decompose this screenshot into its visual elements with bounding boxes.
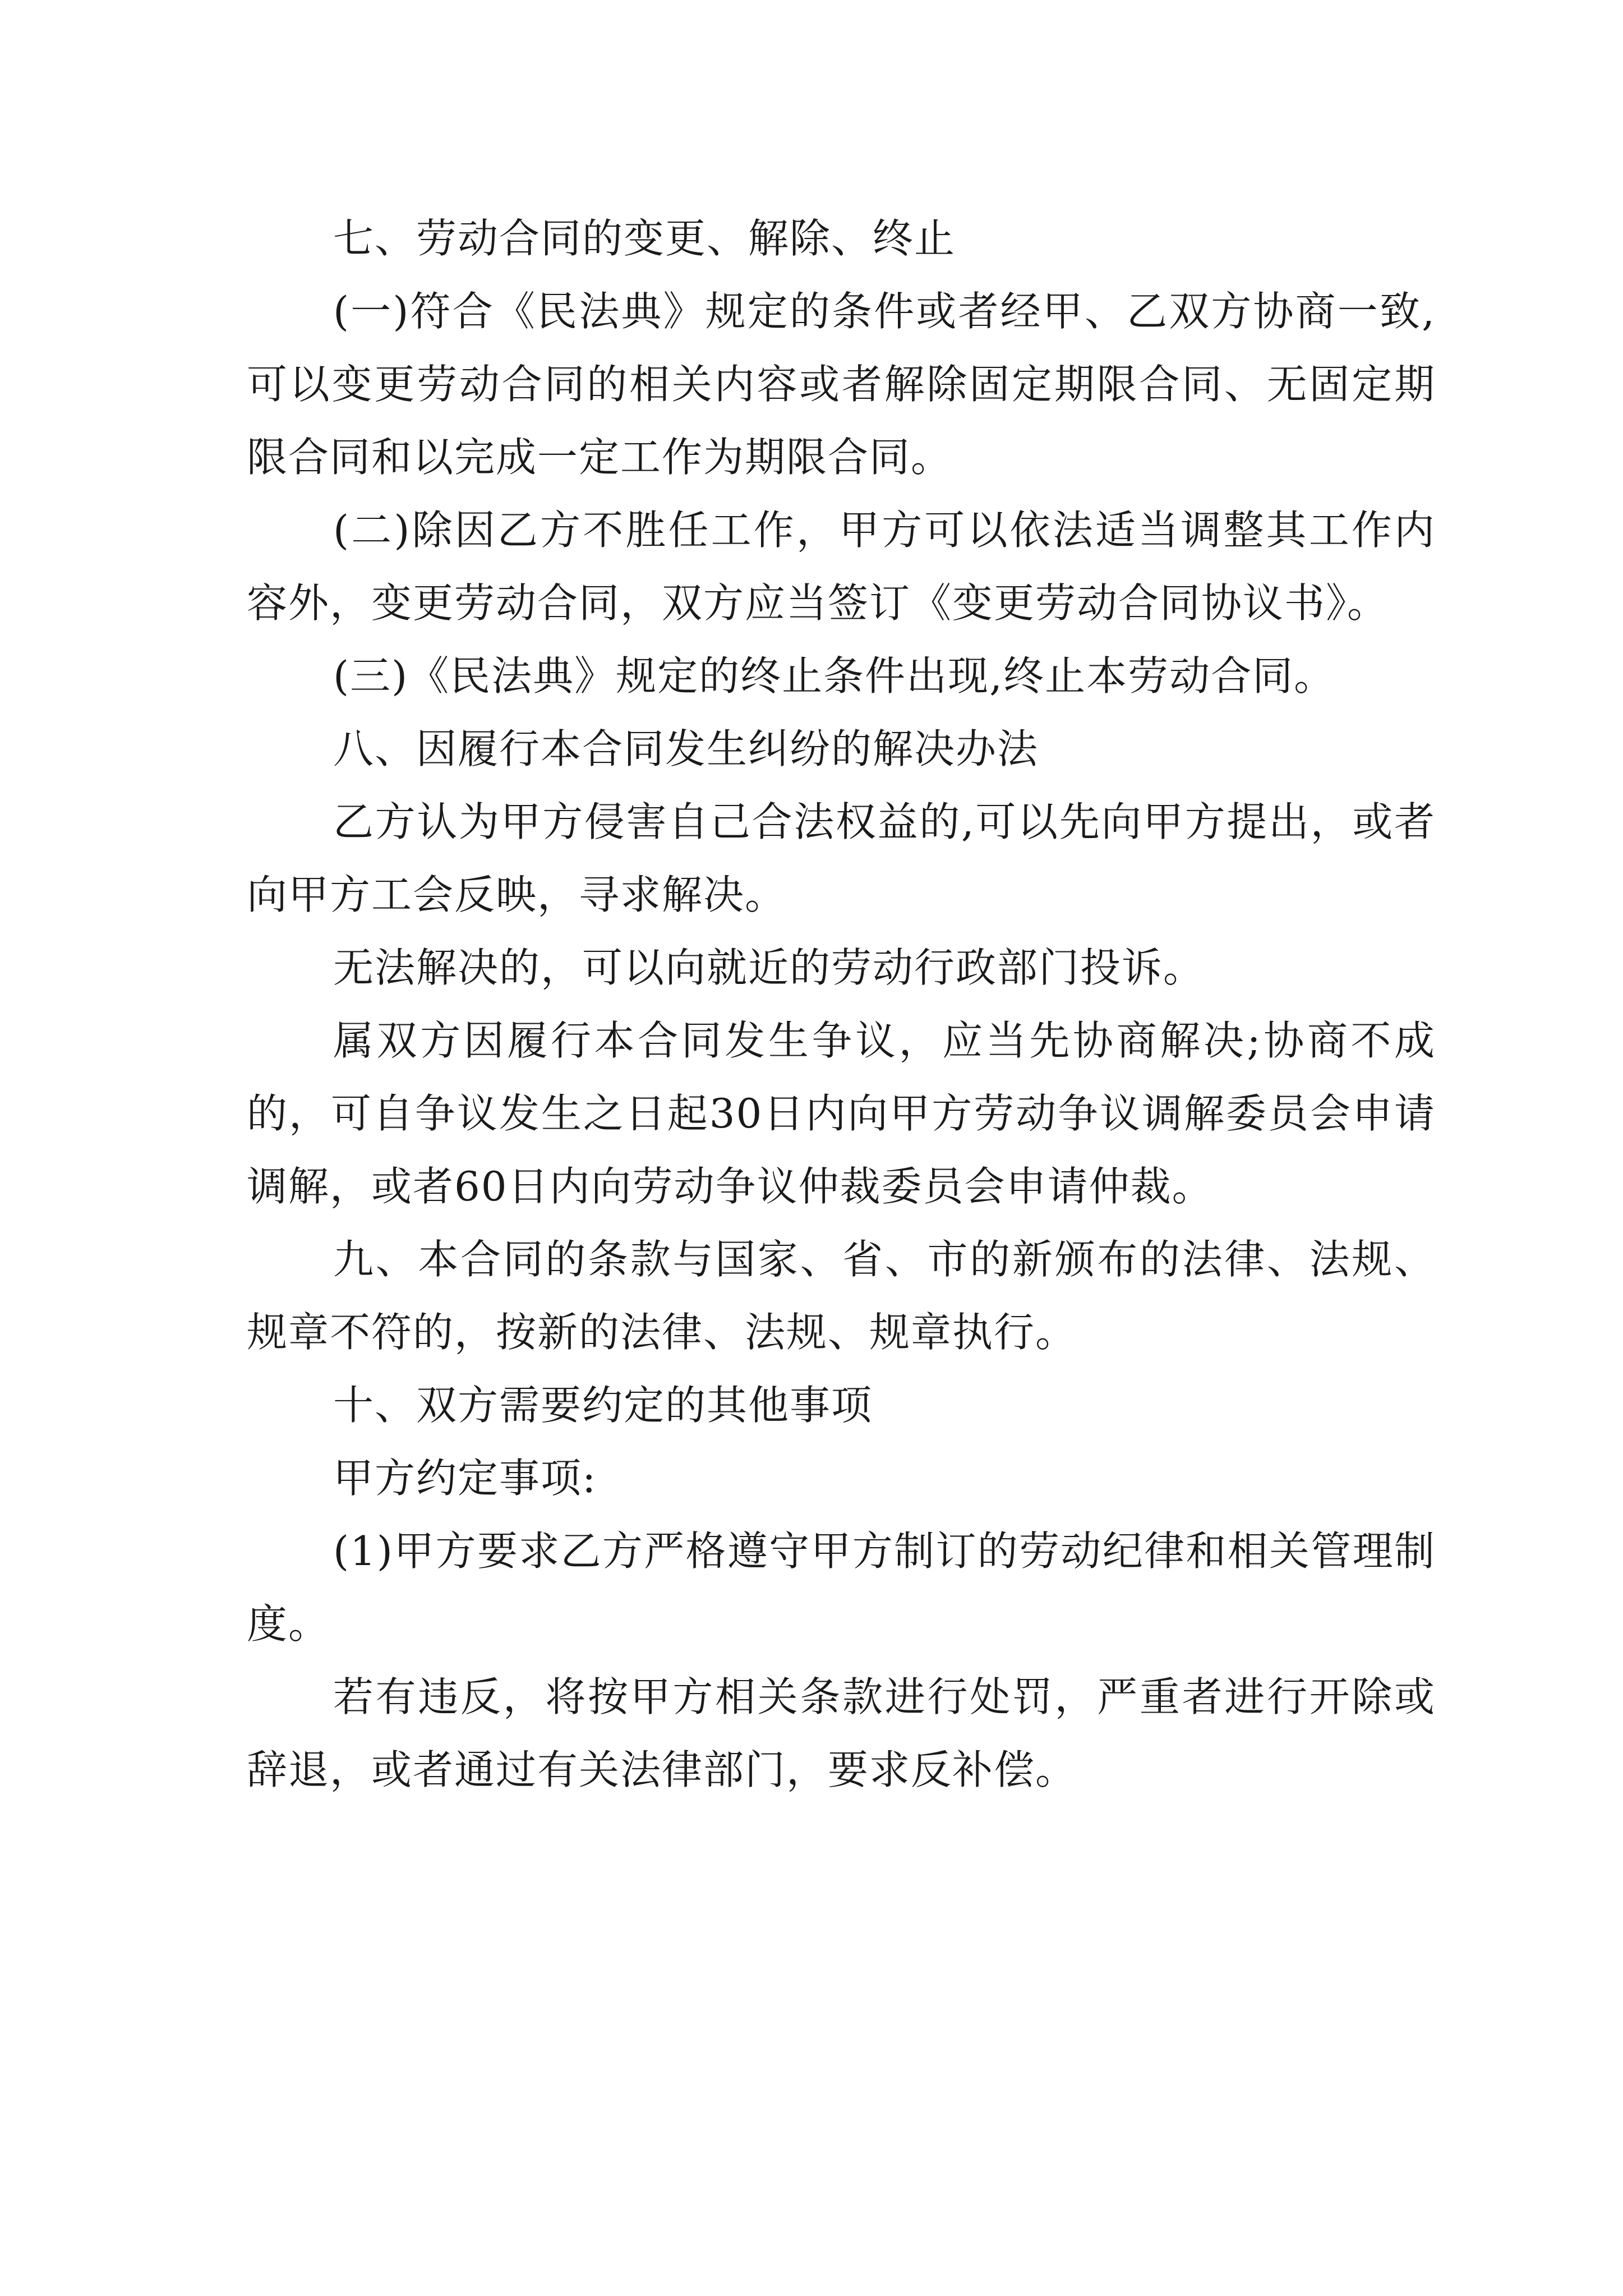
- section-heading-9: 九、本合同的条款与国家、省、市的新颁布的法律、法规、规章不符的，按新的法律、法规、规章执行。: [247, 1236, 1436, 1356]
- paragraph-8-1: 乙方认为甲方侵害自己合法权益的,可以先向甲方提出，或者向甲方工会反映，寻求解决。: [247, 798, 1436, 918]
- paragraph-8-2: 无法解决的，可以向就近的劳动行政部门投诉。: [333, 944, 1205, 991]
- paragraph-10-1: 甲方约定事项:: [333, 1455, 597, 1502]
- paragraph-10-3: 若有违反，将按甲方相关条款进行处罚，严重者进行开除或辞退，或者通过有关法律部门，要求反补偿。: [247, 1673, 1436, 1793]
- section-heading-8: 八、因履行本合同发生纠纷的解决办法: [333, 725, 1039, 772]
- paragraph-7-3: (三)《民法典》规定的终止条件出现,终止本劳动合同。: [333, 652, 1336, 700]
- document-body: [247, 202, 1436, 1806]
- paragraph-10-2: (1)甲方要求乙方严格遵守甲方制订的劳动纪律和相关管理制度。: [247, 1527, 1436, 1648]
- paragraph-7-1: (一)符合《民法典》规定的条件或者经甲、乙双方协商一致,可以变更劳动合同的相关内容或者解除固定期限合同、无固定期限合同和以完成一定工作为期限合同。: [247, 288, 1436, 481]
- section-heading-10: 十、双方需要约定的其他事项: [333, 1382, 873, 1429]
- section-heading-7: 七、劳动合同的变更、解除、终止: [333, 215, 956, 262]
- paragraph-7-2: (二)除因乙方不胜任工作，甲方可以依法适当调整其工作内容外，变更劳动合同，双方应当签订《变更劳动合同协议书》。: [247, 507, 1436, 627]
- paragraph-8-3: 属双方因履行本合同发生争议，应当先协商解决;协商不成的，可自争议发生之日起30日内向甲方劳动争议调解委员会申请调解，或者60日内向劳动争议仲裁委员会申请仲裁。: [247, 1017, 1436, 1210]
